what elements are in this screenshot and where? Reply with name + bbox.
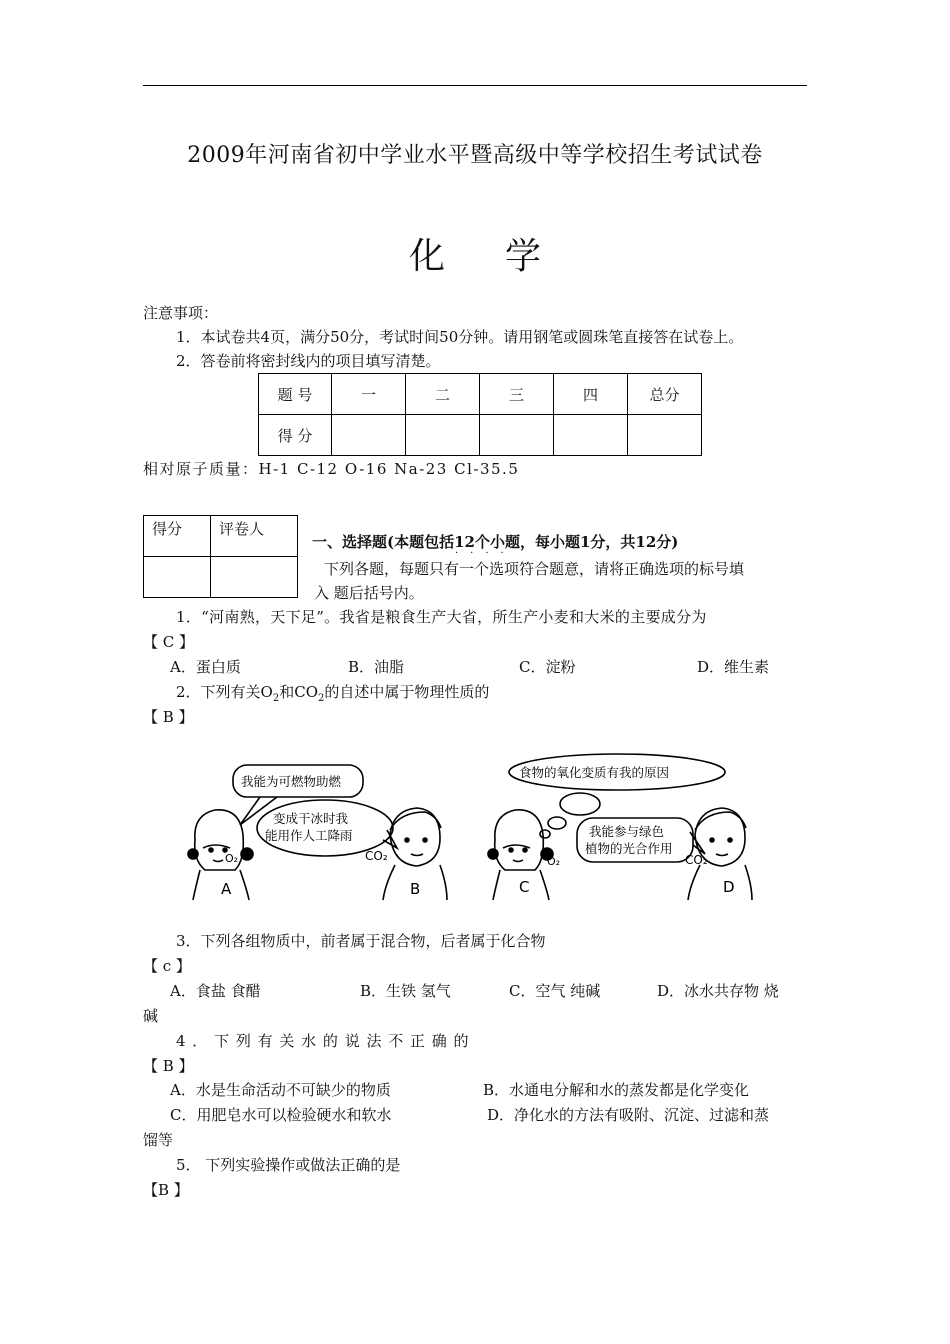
score-table [258, 373, 702, 456]
exam-title: 2009年河南省初中学业水平暨高级中等学校招生考试试卷 [187, 143, 763, 168]
score-input-cell[interactable] [480, 415, 554, 456]
q3-option-b: B．生铁 氢气 [360, 982, 451, 1000]
q3-option-d: D．冰水共存物 烧 [657, 982, 779, 1000]
q2-answer[interactable]: 【 B 】 [143, 708, 194, 726]
grader-name-label: 评卷人 [211, 516, 298, 557]
grader-score-label: 得分 [144, 516, 211, 557]
score-input-cell[interactable] [406, 415, 480, 456]
q2-subscript: 2 [272, 693, 280, 704]
bubble-d-text-2: 植物的光合作用 [585, 841, 673, 856]
q3-answer[interactable]: 【 c 】 [143, 957, 191, 975]
q5-answer[interactable]: 【B 】 [143, 1181, 189, 1199]
q2-stem [176, 680, 489, 711]
score-cell: 题 号 [259, 374, 332, 415]
notice-item-1: 1．本试卷共4页，满分50分，考试时间50分钟。请用钢笔或圆珠笔直接答在试卷上。 [176, 328, 744, 346]
notice-heading: 注意事项： [143, 304, 219, 322]
section1-instruction-1: 下列各题，每题只有一个选项符合题意，请将正确选项的标号填 [324, 560, 745, 578]
atomic-mass-line: 相对原子质量：H-1 C-12 O-16 Na-23 Cl-35.5 [143, 460, 520, 478]
option-label-d: D [723, 878, 735, 896]
score-table-score-row [259, 415, 702, 456]
bubble-b-text-2: 能用作人工降雨 [265, 828, 353, 843]
q4-option-a: A．水是生命活动不可缺少的物质 [170, 1081, 391, 1099]
header-rule [143, 85, 807, 86]
q5-stem: 5． 下列实验操作或做法正确的是 [176, 1156, 401, 1174]
option-label-c: C [519, 878, 530, 896]
q3-option-c: C．空气 纯碱 [509, 982, 601, 1000]
subject-title: 化学 [408, 236, 601, 277]
score-input-cell[interactable] [554, 415, 628, 456]
q2-cartoon [185, 750, 775, 902]
section1-heading: 一、选择题(本题包括12个小题，每小题1分，共12分) [312, 533, 679, 551]
q3-stem: 3．下列各组物质中，前者属于混合物，后者属于化合物 [176, 932, 546, 950]
q2-stem-part: 的自述中属于物理性质的 [324, 683, 490, 701]
bubble-a-text: 我能为可燃物助燃 [241, 774, 342, 789]
notice-item-2: 2．答卷前将密封线内的项目填写清楚。 [176, 352, 441, 370]
score-input-cell[interactable] [628, 415, 702, 456]
score-row-label: 得 分 [259, 415, 332, 456]
q3-option-a: A．食盐 食醋 [170, 982, 261, 1000]
q1-option-a: A．蛋白质 [170, 658, 241, 676]
grader-box [143, 515, 298, 598]
grader-score-cell[interactable] [144, 557, 211, 598]
co2-label-b: CO₂ [365, 849, 388, 863]
q4-option-b: B．水通电分解和水的蒸发都是化学变化 [483, 1081, 750, 1099]
o2-label-c: O₂ [547, 855, 561, 868]
score-cell: 一 [332, 374, 406, 415]
option-label-a: A [221, 880, 232, 898]
q2-stem-part: 2．下列有关O [176, 683, 273, 701]
bubble-c-text: 食物的氧化变质有我的原因 [519, 765, 670, 780]
q2-subscript: 2 [318, 693, 325, 704]
q1-stem: 1．“河南熟，天下足”。我省是粮食生产大省，所生产小麦和大米的主要成分为 [176, 608, 707, 626]
option-label-b: B [410, 880, 421, 898]
co2-label-d: CO₂ [685, 853, 708, 867]
q3-option-d-wrap: 碱 [143, 1007, 159, 1025]
section1-instruction-2: 入 题后括号内。 [314, 584, 424, 602]
q2-stem-part: 和CO [279, 683, 318, 701]
q1-option-d: D．维生素 [697, 658, 770, 676]
score-input-cell[interactable] [332, 415, 406, 456]
bubble-b-text-1: 变成干冰时我 [273, 811, 349, 826]
score-table-header-row [259, 374, 702, 415]
q1-option-b: B．油脂 [348, 658, 405, 676]
bubble-d-text-1: 我能参与绿色 [589, 824, 665, 839]
score-cell: 三 [480, 374, 554, 415]
score-cell: 四 [554, 374, 628, 415]
q4-stem: 4 ． 下 列 有 关 水 的 说 法 不 正 确 的 [176, 1032, 470, 1050]
emphasis-dots: ···· [455, 548, 516, 559]
q4-option-d: D．净化水的方法有吸附、沉淀、过滤和蒸 [487, 1106, 770, 1124]
q4-option-c: C．用肥皂水可以检验硬水和软水 [170, 1106, 392, 1124]
score-cell: 二 [406, 374, 480, 415]
q4-option-d-wrap: 馏等 [143, 1131, 174, 1149]
grader-name-cell[interactable] [211, 557, 298, 598]
o2-label-a: O₂ [225, 852, 239, 865]
score-cell: 总分 [628, 374, 702, 415]
q1-answer[interactable]: 【 C 】 [143, 633, 195, 651]
q4-answer[interactable]: 【 B 】 [143, 1057, 194, 1075]
q1-option-c: C．淀粉 [519, 658, 576, 676]
